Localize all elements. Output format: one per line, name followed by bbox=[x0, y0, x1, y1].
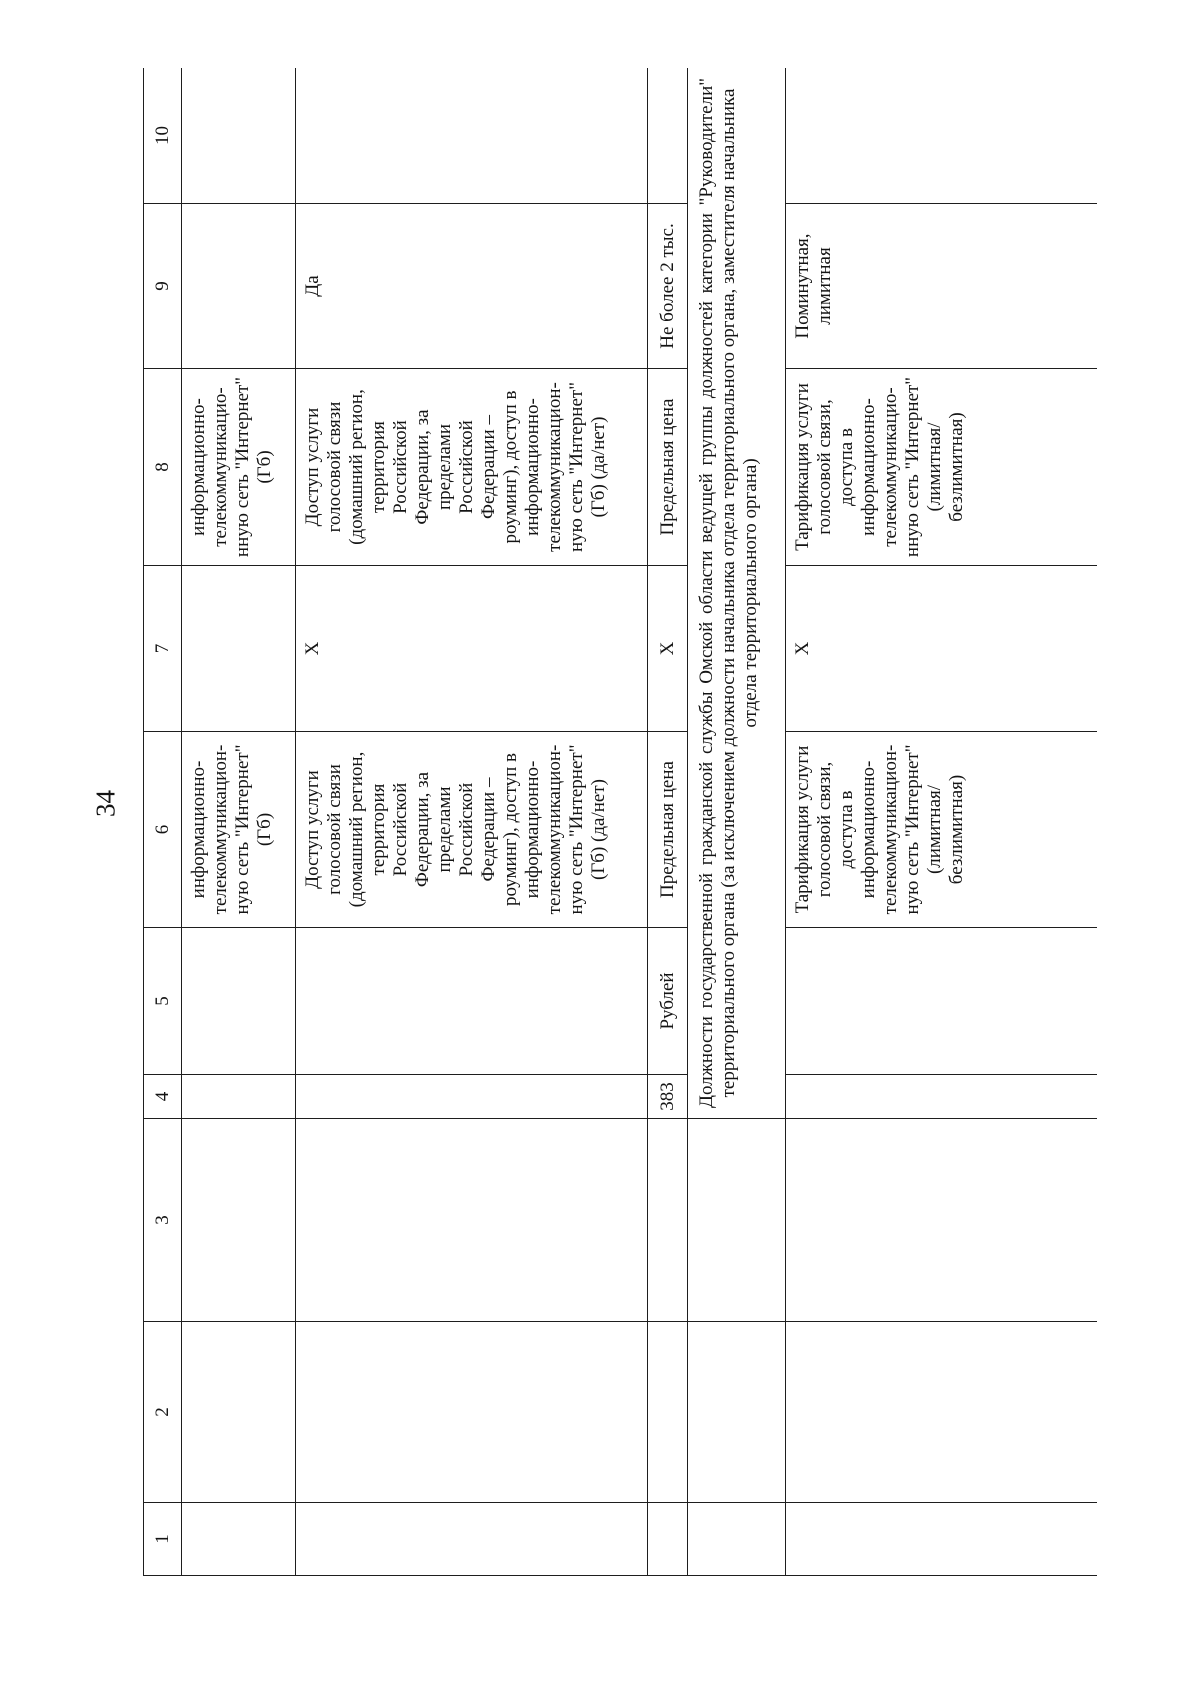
price-cell-col7: Х bbox=[648, 566, 688, 732]
page-number: 34 bbox=[90, 790, 121, 817]
header-col-10: 10 bbox=[144, 68, 182, 204]
header-col-3: 3 bbox=[144, 1119, 182, 1322]
cell-empty bbox=[786, 928, 1098, 1075]
header-col-8: 8 bbox=[144, 369, 182, 566]
cell-empty bbox=[182, 1322, 296, 1503]
column-number-row bbox=[144, 68, 182, 1576]
cell-empty bbox=[182, 1119, 296, 1322]
cell-empty bbox=[296, 1322, 648, 1503]
internet-cell-col8: информационно-телекоммуникационную сеть "Интернет" (Гб) bbox=[182, 369, 296, 566]
cell-empty bbox=[786, 1503, 1098, 1576]
access-row bbox=[296, 68, 648, 1576]
tariff-cell-col9: Поминутная, лимитная bbox=[786, 204, 1098, 369]
cell-empty bbox=[648, 1503, 688, 1576]
cell-empty bbox=[648, 1119, 688, 1322]
cell-empty bbox=[182, 204, 296, 369]
section-heading-line1: Должности государственной гражданской службы Омской области ведущей группы должностей категории "Руководители" bbox=[696, 78, 717, 1108]
header-col-6: 6 bbox=[144, 732, 182, 928]
cell-empty bbox=[648, 68, 688, 204]
cell-empty bbox=[296, 68, 648, 204]
section-heading-cell bbox=[688, 68, 786, 1119]
header-col-4: 4 bbox=[144, 1075, 182, 1119]
header-col-9: 9 bbox=[144, 204, 182, 369]
cell-empty bbox=[182, 1503, 296, 1576]
cell-empty bbox=[182, 928, 296, 1075]
cell-empty bbox=[688, 1322, 786, 1503]
internet-cell-col6: информационно-телекоммуникационную сеть "Интернет" (Гб) bbox=[182, 732, 296, 928]
header-col-5: 5 bbox=[144, 928, 182, 1075]
tariff-cell-col6: Тарификация услуги голосовой связи, доступа в информационно-телекоммуникационную сеть "Интернет" (лимитная/ безлимитная) bbox=[786, 732, 1098, 928]
cell-empty bbox=[182, 566, 296, 732]
section-heading-line2: территориального органа (за исключением должности начальника отдела территориального органа, заместителя начальника отдела территориального органа) bbox=[718, 88, 761, 1098]
price-cell-col9: Не более 2 тыс. bbox=[648, 204, 688, 369]
cell-empty bbox=[688, 1119, 786, 1322]
rotated-table-container bbox=[143, 68, 1097, 1576]
specification-table bbox=[143, 68, 1097, 1576]
table-frame bbox=[143, 68, 1097, 1576]
price-cell-col6: Предельная цена bbox=[648, 732, 688, 928]
cell-empty bbox=[688, 1503, 786, 1576]
section-row bbox=[688, 68, 786, 1576]
access-cell-col6: Доступ услуги голосовой связи (домашний регион, территория Российской Федерации, за пределами Российской Федерации – роуминг), доступ в информационно-телекоммуникационную сеть "Интернет" (Гб) (да/нет) bbox=[296, 732, 648, 928]
price-code-cell: 383 bbox=[648, 1075, 688, 1119]
cell-empty bbox=[786, 1119, 1098, 1322]
cell-empty bbox=[786, 68, 1098, 204]
cell-empty bbox=[296, 1075, 648, 1119]
internet-row bbox=[182, 68, 296, 1576]
cell-empty bbox=[648, 1322, 688, 1503]
cell-empty bbox=[296, 1119, 648, 1322]
price-row bbox=[648, 68, 688, 1576]
price-cell-col8: Предельная цена bbox=[648, 369, 688, 566]
access-cell-col7: Х bbox=[296, 566, 648, 732]
tariff-row bbox=[786, 68, 1098, 1576]
cell-empty bbox=[296, 1503, 648, 1576]
header-col-1: 1 bbox=[144, 1503, 182, 1576]
cell-empty bbox=[786, 1075, 1098, 1119]
tariff-cell-col7: Х bbox=[786, 566, 1098, 732]
price-unit-cell: Рублей bbox=[648, 928, 688, 1075]
cell-empty bbox=[296, 928, 648, 1075]
cell-empty bbox=[786, 1322, 1098, 1503]
header-col-7: 7 bbox=[144, 566, 182, 732]
tariff-cell-col8: Тарификация услуги голосовой связи, доступа в информационно-телекоммуникационную сеть "Интернет" (лимитная/ безлимитная) bbox=[786, 369, 1098, 566]
access-cell-col8: Доступ услуги голосовой связи (домашний регион, территория Российской Федерации, за пределами Российской Федерации – роуминг), доступ в информационно-телекоммуникационную сеть "Интернет" (Гб) (да/нет) bbox=[296, 369, 648, 566]
access-cell-col9: Да bbox=[296, 204, 648, 369]
cell-empty bbox=[182, 1075, 296, 1119]
header-col-2: 2 bbox=[144, 1322, 182, 1503]
cell-empty bbox=[182, 68, 296, 204]
